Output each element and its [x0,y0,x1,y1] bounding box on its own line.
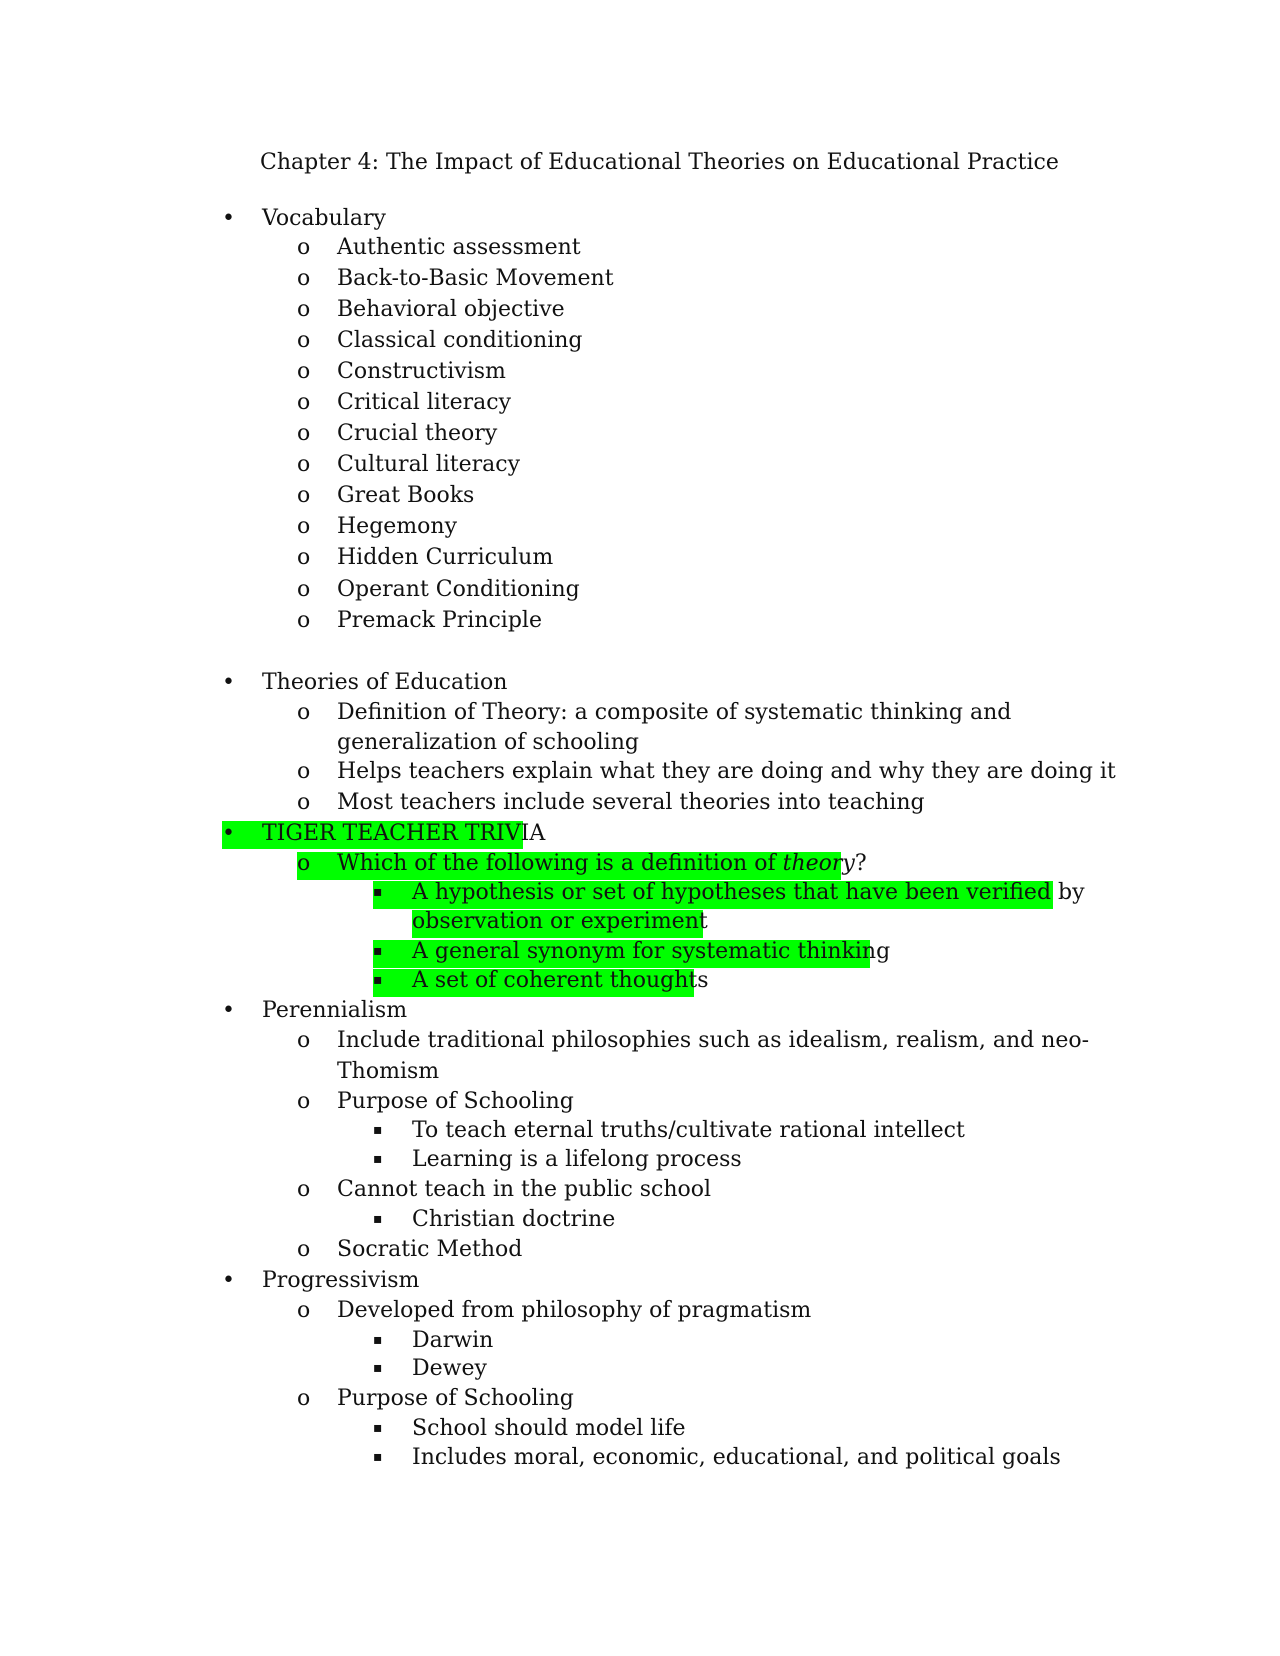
subitem-text: Learning is a lifelong process [412,1147,742,1172]
circle-marker: o [297,359,311,384]
subitem-text: Dewey [412,1356,487,1381]
vocab-term: Back-to-Basic Movement [337,266,614,291]
bullet-marker: • [222,821,235,846]
square-marker: ▪ [373,884,383,900]
item-text: Thomism [337,1059,440,1084]
theory-text: Helps teachers explain what they are doing and why they are doing it [337,759,1116,784]
circle-marker: o [297,577,311,602]
section-heading: Perennialism [262,998,408,1023]
bullet-marker: • [222,206,235,231]
circle-marker: o [297,266,311,291]
circle-marker: o [297,452,311,477]
vocab-term: Constructivism [337,359,506,384]
circle-marker: o [297,483,311,508]
circle-marker: o [297,1177,311,1202]
vocab-term: Behavioral objective [337,297,565,322]
answer-text: A general synonym for systematic thinking [412,939,891,964]
section-heading: Progressivism [262,1268,420,1293]
circle-marker: o [297,421,311,446]
theory-text: Most teachers include several theories into teaching [337,790,925,815]
answer-text: A hypothesis or set of hypotheses that have been verified by [412,880,1085,905]
section-heading: Vocabulary [262,206,386,231]
subitem-text: Christian doctrine [412,1207,616,1232]
subitem-text: Darwin [412,1328,494,1353]
item-text: Socratic Method [337,1237,523,1262]
page-title: Chapter 4: The Impact of Educational Theories on Educational Practice [260,150,1059,175]
square-marker: ▪ [373,1360,383,1376]
square-marker: ▪ [373,1151,383,1167]
bullet-marker: • [222,998,235,1023]
circle-marker: o [297,545,311,570]
square-marker: ▪ [373,1211,383,1227]
circle-marker: o [297,759,311,784]
vocab-term: Authentic assessment [337,235,581,260]
circle-marker: o [297,514,311,539]
circle-marker: o [297,235,311,260]
item-text: Purpose of Schooling [337,1386,574,1411]
vocab-term: Hidden Curriculum [337,545,554,570]
circle-marker: o [297,608,311,633]
section-heading: TIGER TEACHER TRIVIA [262,821,546,846]
circle-marker: o [297,1028,311,1053]
bullet-marker: • [222,1268,235,1293]
circle-marker: o [297,1089,311,1114]
item-text: Cannot teach in the public school [337,1177,712,1202]
question-text: Which of the following is a definition of theory? [337,851,867,876]
circle-marker: o [297,1298,311,1323]
square-marker: ▪ [373,1449,383,1465]
item-text: Purpose of Schooling [337,1089,574,1114]
circle-marker: o [297,700,311,725]
section-heading: Theories of Education [262,670,508,695]
item-text: Developed from philosophy of pragmatism [337,1298,812,1323]
vocab-term: Crucial theory [337,421,498,446]
vocab-term: Premack Principle [337,608,542,633]
vocab-term: Operant Conditioning [337,577,580,602]
square-marker: ▪ [373,972,383,988]
circle-marker: o [297,328,311,353]
square-marker: ▪ [373,943,383,959]
definition-line: generalization of schooling [337,730,639,755]
subitem-text: School should model life [412,1416,686,1441]
subitem-text: To teach eternal truths/cultivate rational intellect [412,1118,965,1143]
answer-text: A set of coherent thoughts [412,968,709,993]
vocab-term: Classical conditioning [337,328,583,353]
circle-marker: o [297,390,311,415]
square-marker: ▪ [373,1332,383,1348]
circle-marker: o [297,297,311,322]
circle-marker: o [297,1386,311,1411]
square-marker: ▪ [373,1420,383,1436]
vocab-term: Hegemony [337,514,458,539]
definition-line: Definition of Theory: a composite of systematic thinking and [337,700,1012,725]
circle-marker: o [297,1237,311,1262]
vocab-term: Cultural literacy [337,452,521,477]
vocab-term: Great Books [337,483,475,508]
circle-marker: o [297,790,311,815]
square-marker: ▪ [373,1122,383,1138]
circle-marker: o [297,851,311,876]
answer-text: observation or experiment [412,909,708,934]
subitem-text: Includes moral, economic, educational, and political goals [412,1445,1061,1470]
vocab-term: Critical literacy [337,390,512,415]
item-text: Include traditional philosophies such as idealism, realism, and neo- [337,1028,1090,1053]
bullet-marker: • [222,670,235,695]
